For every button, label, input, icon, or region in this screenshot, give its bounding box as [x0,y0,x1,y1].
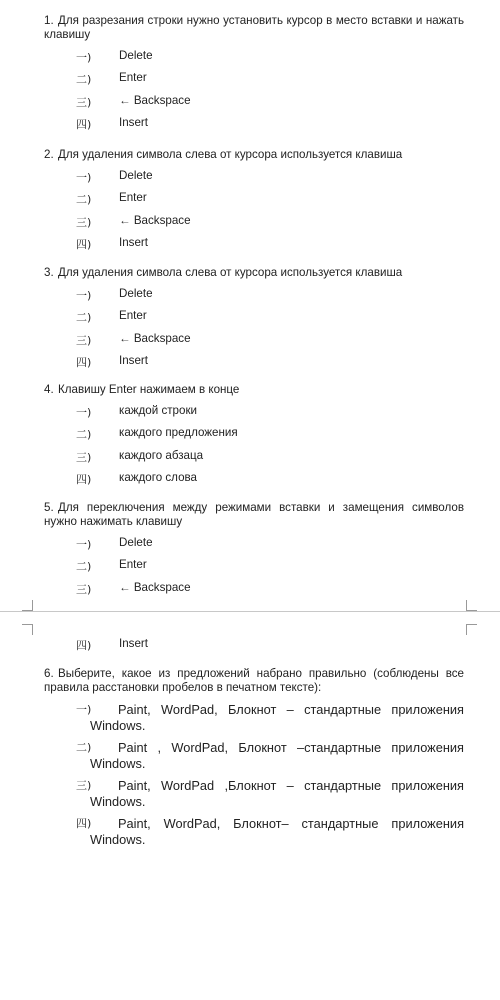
option-text: каждого слова [119,470,198,484]
question-4 [44,383,464,493]
option[interactable] [44,94,464,116]
option-text: Enter [119,191,147,205]
question-2 [44,148,464,258]
option-marker: 一) [76,51,92,64]
option-text: Delete [119,536,153,549]
option-marker: 三) [76,582,92,596]
option[interactable] [44,354,464,376]
question-text: Для удаления символа слева от курсора используется клавиша [58,148,403,161]
option[interactable] [44,236,464,258]
option-text: Paint, WordPad, Блокнот– стандартные приложения Windows. [90,816,464,847]
page-corner-mark [466,624,477,635]
option[interactable] [44,816,464,847]
option-marker: 二) [76,73,92,87]
question-number: 4. [44,383,54,396]
option-text: Insert [119,235,148,249]
option-marker: 三) [76,450,92,464]
page-corner-mark [22,624,33,635]
option[interactable] [44,702,464,733]
page-corner-mark [22,600,33,611]
option-marker: 一) [76,406,92,419]
option-marker: 二) [76,193,92,207]
option-text: Insert [119,353,148,367]
option[interactable] [44,214,464,236]
option-text: Paint, WordPad, Блокнот – стандартные приложения Windows. [90,702,464,733]
question-5-continued [44,637,464,659]
option-text: Insert [119,115,148,129]
option-text: каждой строки [119,404,197,417]
page-corner-mark [466,600,477,611]
option-text: Delete [119,49,153,62]
option-marker: 三) [76,95,92,109]
question-text: Для разрезания строки нужно установить курсор в место вставки и нажать клавишу [44,14,464,41]
option-marker: 一) [76,171,92,184]
option-marker: 一) [76,538,92,551]
option[interactable] [44,116,464,138]
question-number: 5. [44,501,54,514]
question-text: Для переключения между режимами вставки и замещения символов нужно нажимать клавишу [44,501,464,528]
option[interactable] [44,637,464,659]
option-text: Enter [119,71,147,85]
option-text: ← Backspace [119,331,191,345]
question-number: 6. [44,667,54,680]
option-text: Delete [119,287,153,300]
option[interactable] [44,287,464,309]
option-text: Enter [119,309,147,323]
question-6 [44,667,464,854]
option[interactable] [44,536,464,558]
option-text: Delete [119,169,153,182]
option-marker: 四) [76,117,92,131]
option-text: каждого предложения [119,426,238,440]
option[interactable] [44,169,464,191]
option[interactable] [44,404,464,426]
option[interactable] [44,49,464,71]
option[interactable] [44,309,464,331]
option[interactable] [44,426,464,448]
option-marker: 二) [76,311,92,325]
question-number: 1. [44,14,54,27]
question-text: Для удаления символа слева от курсора используется клавиша [58,266,403,279]
option-marker: 四) [76,472,92,486]
option-marker: 二) [76,560,92,574]
question-number: 2. [44,148,54,161]
option-text: Enter [119,558,147,572]
option-marker: 四) [76,237,92,251]
option-marker: 三) [76,215,92,229]
option-marker: 二) [76,428,92,442]
option-text: Paint , WordPad, Блокнот –стандартные приложения Windows. [90,740,464,771]
option-text: Paint, WordPad ,Блокнот – стандартные приложения Windows. [90,778,464,809]
option[interactable] [44,449,464,471]
option-text: Insert [119,637,148,650]
option-marker: 四) [76,639,92,652]
option-marker: 一) [76,289,92,302]
question-5 [44,501,464,603]
option[interactable] [44,778,464,809]
option-marker: 四) [76,817,92,830]
option[interactable] [44,581,464,603]
option[interactable] [44,471,464,493]
option-text: каждого абзаца [119,448,204,462]
option-text: ← Backspace [119,213,191,227]
question-number: 3. [44,266,54,279]
question-text: Выберите, какое из предложений набрано правильно (соблюдены все правила расстановки пробелов в печатном тексте): [44,667,464,694]
option[interactable] [44,191,464,213]
question-3 [44,266,464,376]
option-marker: 四) [76,355,92,369]
option-marker: 三) [76,779,92,792]
option-marker: 一) [76,703,92,716]
option-text: ← Backspace [119,580,191,594]
option-marker: 三) [76,333,92,347]
page-break [0,611,500,612]
option[interactable] [44,740,464,771]
option-text: ← Backspace [119,93,191,107]
option[interactable] [44,332,464,354]
option-marker: 二) [76,741,92,754]
question-1 [44,14,464,138]
option[interactable] [44,558,464,580]
option[interactable] [44,71,464,93]
question-text: Клавишу Enter нажимаем в конце [58,383,240,396]
